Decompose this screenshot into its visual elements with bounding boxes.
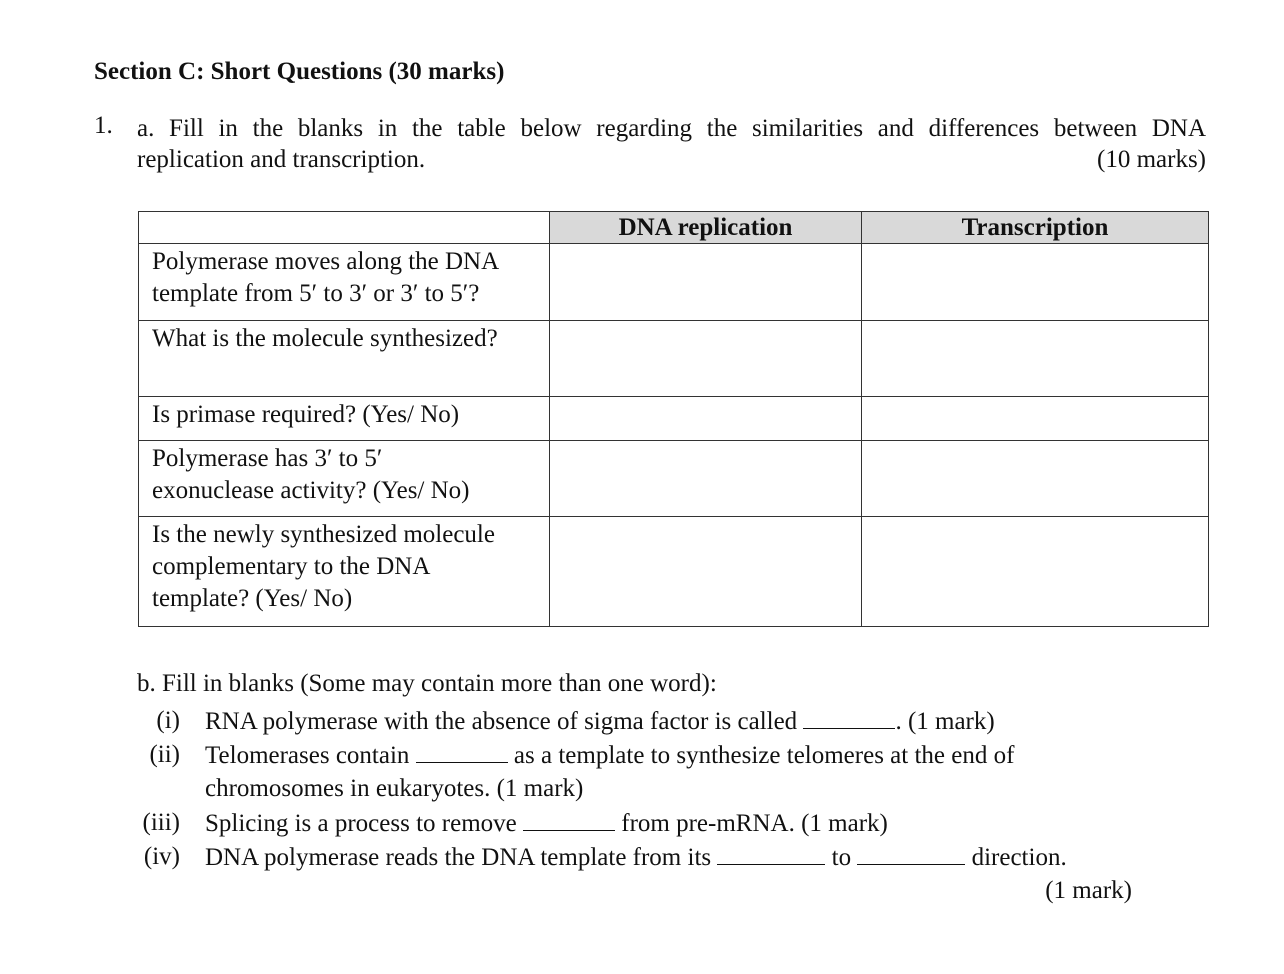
row-label <box>139 397 550 441</box>
question-part-a-line2: replication and transcription. <box>137 146 426 173</box>
comparison-table <box>138 211 1209 627</box>
answer-cell-dna-replication[interactable] <box>550 517 862 627</box>
table-header-blank <box>139 212 550 244</box>
answer-cell-dna-replication[interactable] <box>550 244 862 321</box>
fill-blank[interactable] <box>803 704 895 729</box>
row-label-line: Polymerase has 3′ to 5′ <box>152 445 383 472</box>
item-text: . (1 mark) <box>895 708 995 735</box>
fill-blank[interactable] <box>523 806 615 831</box>
question-part-a-line1: a. Fill in the blanks in the table below regarding the similarities and differences between DNA <box>137 115 1206 142</box>
fill-blank[interactable] <box>416 738 508 763</box>
item-continuation: chromosomes in eukaryotes. (1 mark) <box>205 775 584 802</box>
part-b-heading: b. Fill in blanks (Some may contain more than one word): <box>137 670 717 697</box>
table-header-dna-replication: DNA replication <box>550 212 862 244</box>
answer-cell-dna-replication[interactable] <box>550 397 862 441</box>
item-text: direction. <box>971 844 1067 871</box>
answer-cell-transcription[interactable] <box>862 321 1209 397</box>
table-row <box>139 321 1209 397</box>
fill-blank[interactable] <box>717 840 825 865</box>
item-roman: (i) <box>156 707 180 734</box>
item-text: from pre-mRNA. (1 mark) <box>621 810 888 837</box>
row-label-line: Is primase required? (Yes/ No) <box>152 401 460 428</box>
table-row <box>139 517 1209 627</box>
row-label <box>139 441 550 517</box>
item-text: DNA polymerase reads the DNA template from its <box>205 844 712 871</box>
answer-cell-transcription[interactable] <box>862 517 1209 627</box>
fill-blank[interactable] <box>857 840 965 865</box>
row-label-line: Polymerase moves along the DNA <box>152 248 500 275</box>
answer-cell-transcription[interactable] <box>862 441 1209 517</box>
answer-cell-dna-replication[interactable] <box>550 441 862 517</box>
item-text: Splicing is a process to remove <box>205 810 517 837</box>
answer-cell-transcription[interactable] <box>862 397 1209 441</box>
row-label-line: template? (Yes/ No) <box>152 585 353 612</box>
answer-cell-transcription[interactable] <box>862 244 1209 321</box>
item-text: to <box>831 844 852 871</box>
table-row <box>139 397 1209 441</box>
row-label <box>139 517 550 627</box>
answer-cell-dna-replication[interactable] <box>550 321 862 397</box>
table-header-transcription: Transcription <box>862 212 1209 244</box>
question-part-a-marks: (10 marks) <box>1097 146 1206 173</box>
row-label-line: Is the newly synthesized molecule <box>152 521 495 548</box>
item-text: as a template to synthesize telomeres at the end of <box>513 742 1015 769</box>
row-label-line: template from 5′ to 3′ or 3′ to 5′? <box>152 280 480 307</box>
row-label-line: exonuclease activity? (Yes/ No) <box>152 477 470 504</box>
item-roman: (iii) <box>142 809 180 836</box>
item-roman: (ii) <box>149 741 180 768</box>
row-label <box>139 321 550 397</box>
table-row <box>139 244 1209 321</box>
item-text: Telomerases contain <box>205 742 410 769</box>
row-label <box>139 244 550 321</box>
section-title: Section C: Short Questions (30 marks) <box>94 58 505 85</box>
item-roman: (iv) <box>143 843 180 870</box>
row-label-line: complementary to the DNA <box>152 553 431 580</box>
question-number: 1. <box>94 112 113 139</box>
item-text: RNA polymerase with the absence of sigma factor is called <box>205 708 798 735</box>
item-marks: (1 mark) <box>1045 877 1132 904</box>
row-label-line: What is the molecule synthesized? <box>152 325 498 352</box>
table-row <box>139 441 1209 517</box>
